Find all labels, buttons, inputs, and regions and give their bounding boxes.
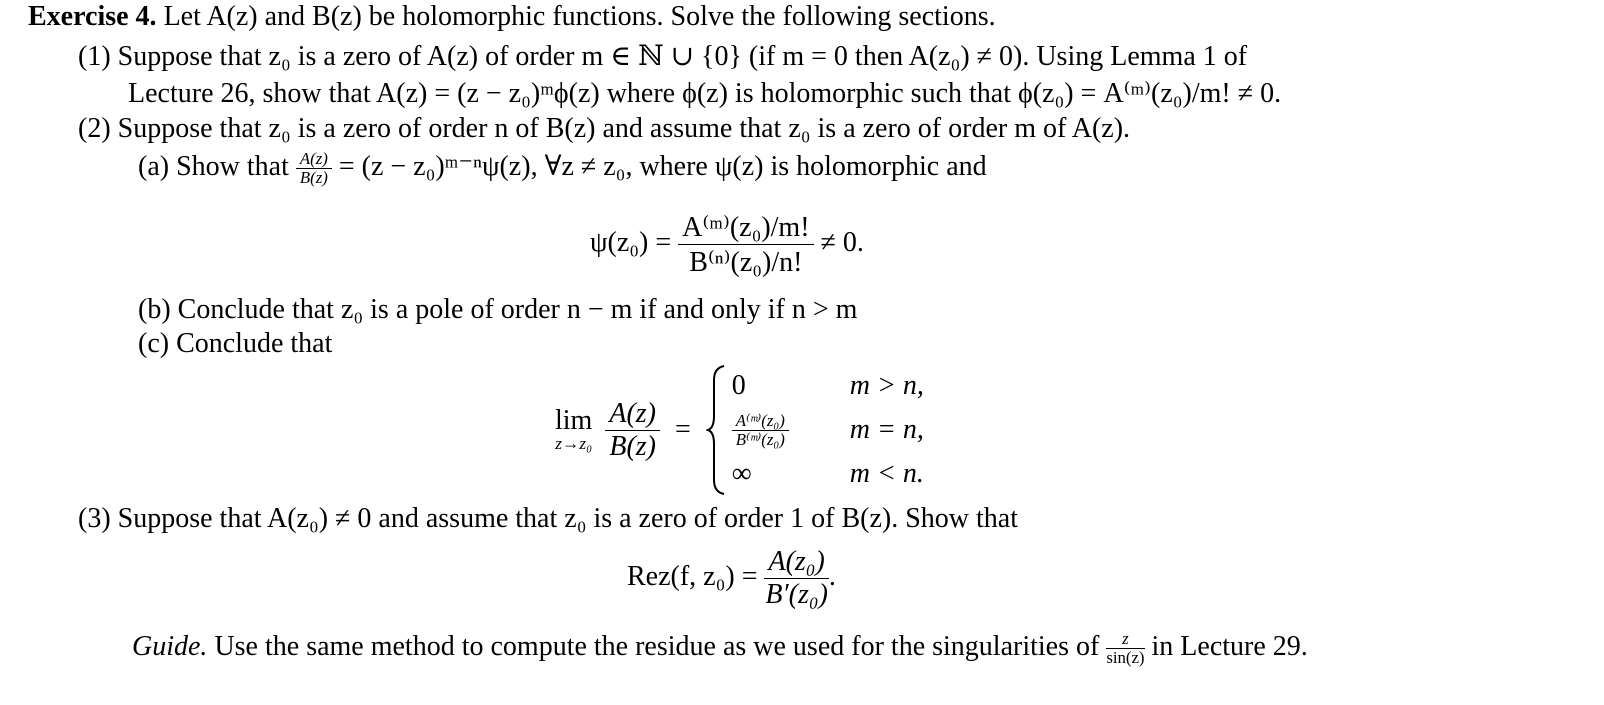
limit-word: lim [555, 405, 593, 437]
case2-fraction [732, 412, 789, 448]
part2-label: (2) [78, 113, 111, 144]
residue-eq-end: . [828, 560, 836, 592]
part2a-inline-fraction [296, 150, 332, 186]
case-row-2 [732, 408, 924, 452]
part1-text-line1: Suppose that z₀ is a zero of A(z) of order m ∈ ℕ ∪ {0} (if m = 0 then A(z₀) ≠ 0). Using Lemma 1 of [117, 41, 1248, 72]
case2-numerator: A⁽ᵐ⁾(z₀) [732, 412, 789, 431]
limit-equation [555, 364, 924, 496]
limit-subscript: z→z₀ [555, 434, 593, 454]
residue-eq-lhs: Rez(f, z₀) = [627, 560, 758, 592]
part1-line1 [78, 40, 1247, 74]
part3-line [78, 502, 1018, 536]
part2b-text: Conclude that z₀ is a pole of order n − m if and only if n > m [177, 294, 858, 325]
exercise-intro: Let A(z) and B(z) be holomorphic functions. Solve the following sections. [163, 1, 996, 32]
guide-fraction [1106, 630, 1144, 666]
case3-value: ∞ [731, 458, 752, 489]
case2-denominator: B⁽ᵐ⁾(z₀) [735, 429, 785, 449]
part2c-line [138, 327, 332, 361]
part2b-label: (b) [138, 294, 171, 325]
guide-text-before: Use the same method to compute the residue as we used for the singularities of [214, 631, 1100, 662]
case1-value: 0 [731, 370, 746, 401]
guide-fraction-denominator: sin(z) [1106, 648, 1145, 668]
part1-label: (1) [78, 41, 111, 72]
psi-eq-denominator: B⁽ⁿ⁾(z₀)/n! [689, 247, 803, 278]
exercise-heading-line [28, 0, 996, 34]
psi-eq-lhs: ψ(z₀) = [590, 226, 672, 258]
limit-fraction [605, 398, 660, 463]
case-row-1 [732, 364, 924, 408]
guide-label: Guide. [132, 631, 208, 662]
part2c-label: (c) [138, 328, 170, 359]
residue-fraction [764, 546, 828, 611]
part2a-text-after: = (z − z₀)ᵐ⁻ⁿψ(z), ∀z ≠ z₀, where ψ(z) is holomorphic and [338, 151, 987, 182]
residue-equation [627, 546, 836, 611]
case2-condition: m = n, [849, 414, 924, 445]
residue-denominator: B′(z₀) [765, 579, 828, 610]
exercise-heading: Exercise 4. [28, 1, 157, 32]
case3-condition: m < n. [849, 458, 924, 489]
limit-numerator: A(z) [605, 398, 660, 431]
part3-text: Suppose that A(z₀) ≠ 0 and assume that z₀ is a zero of order 1 of B(z). Show that [117, 503, 1018, 534]
limit-equals: = [675, 414, 691, 445]
case-row-3 [732, 452, 924, 496]
limit-denominator: B(z) [609, 430, 656, 462]
psi-eq-rhs: ≠ 0. [820, 226, 864, 258]
case1-condition: m > n, [849, 370, 924, 401]
cases-block [706, 364, 924, 496]
part2a-label: (a) [138, 151, 170, 182]
psi-equation [590, 210, 864, 279]
left-brace-icon [706, 364, 728, 496]
fraction-numerator: A(z) [296, 150, 332, 169]
guide-text-after: in Lecture 29. [1151, 631, 1308, 662]
guide-fraction-numerator: z [1106, 630, 1144, 649]
guide-line [132, 630, 1308, 667]
psi-eq-fraction [678, 210, 813, 279]
fraction-denominator: B(z) [299, 168, 328, 188]
part2c-text: Conclude that [176, 328, 333, 359]
part2a-text-before: Show that [176, 151, 289, 182]
part2a-line [138, 150, 987, 187]
limit-operator [555, 407, 592, 452]
part2-line1 [78, 112, 1130, 146]
part2b-line [138, 293, 857, 327]
part1-line2: Lecture 26, show that A(z) = (z − z₀)ᵐϕ(z) where ϕ(z) is holomorphic such that ϕ(z₀) = A⁽ᵐ⁾(z₀)/m! ≠ 0. [128, 78, 1282, 109]
psi-eq-numerator: A⁽ᵐ⁾(z₀)/m! [678, 210, 813, 245]
residue-numerator: A(z₀) [764, 546, 828, 579]
part3-label: (3) [78, 503, 111, 534]
part2-text: Suppose that z₀ is a zero of order n of B(z) and assume that z₀ is a zero of order m of A(z). [117, 113, 1131, 144]
